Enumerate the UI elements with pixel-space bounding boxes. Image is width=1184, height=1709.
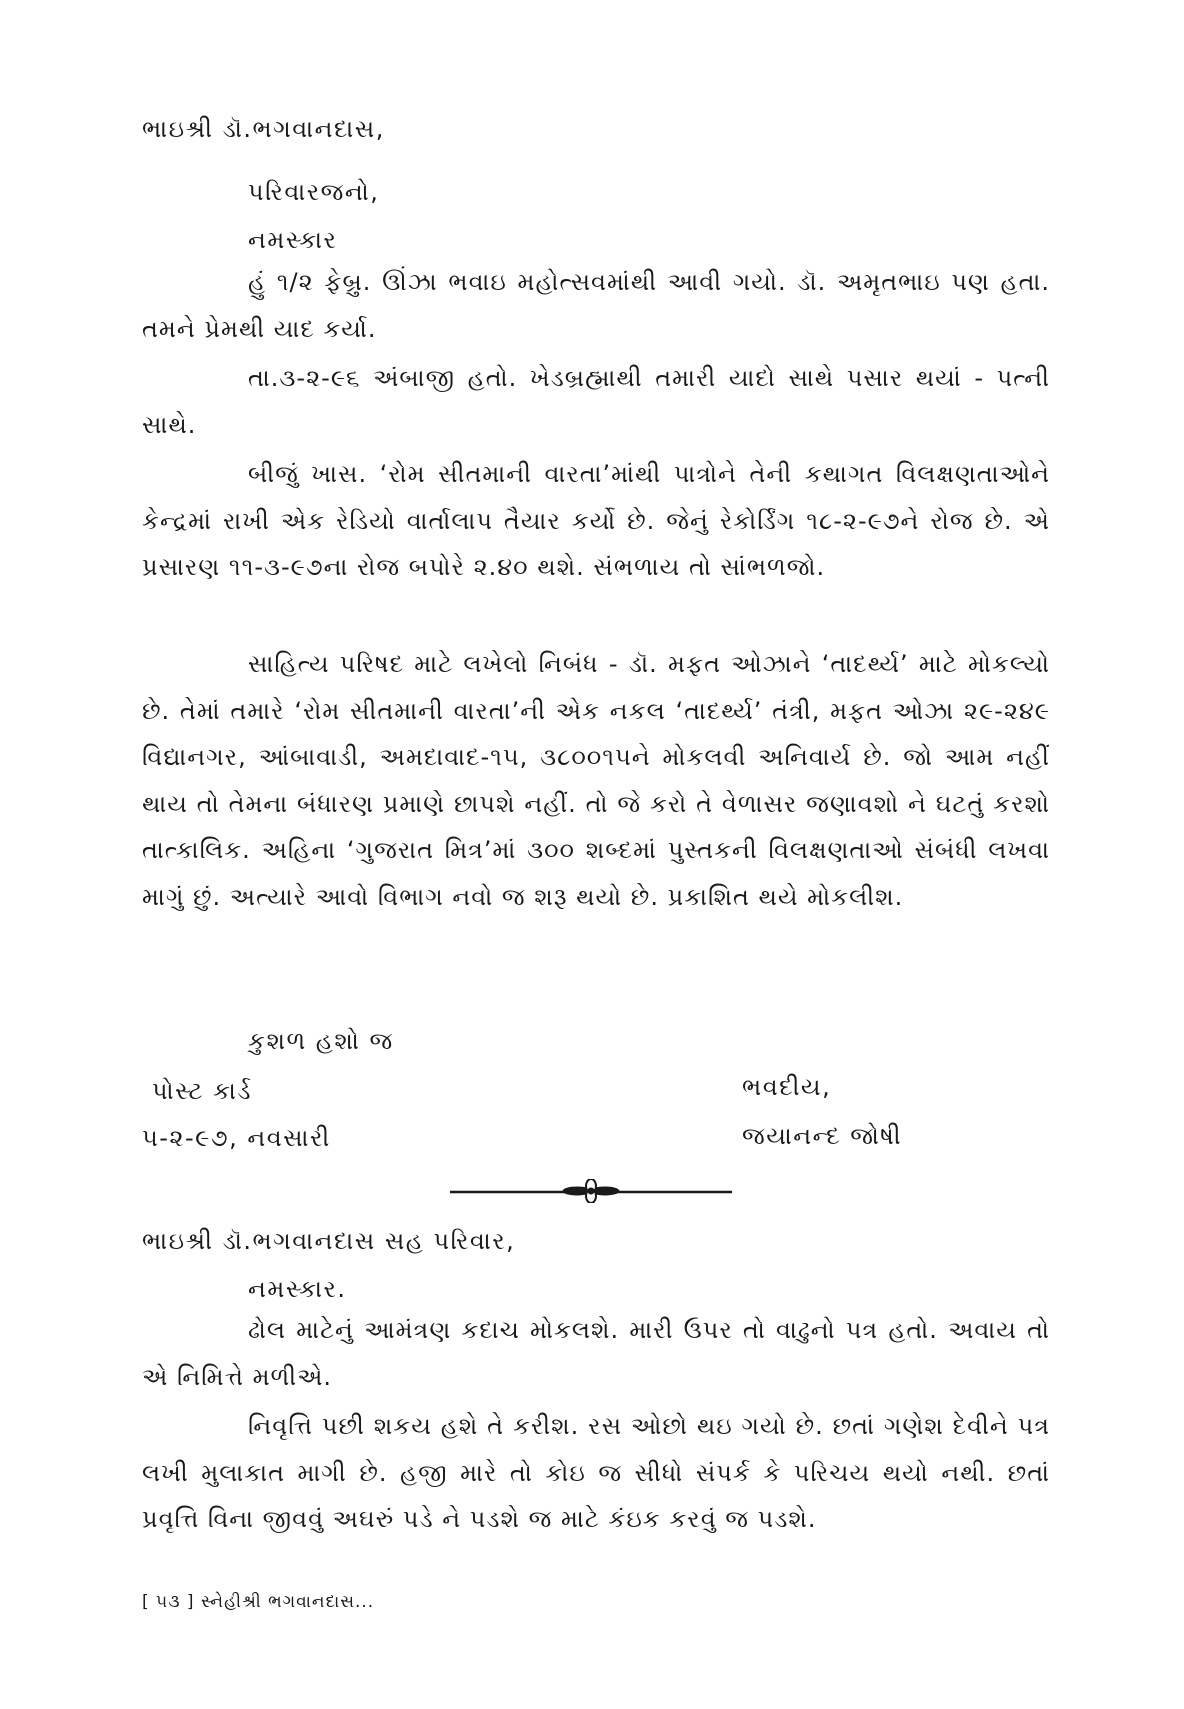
page-number: [ ૫૩ ]	[142, 1592, 195, 1612]
letter1-paragraph-4: સાહિત્ય પરિષદ માટે લખેલો નિબંધ - ડૉ. મફત ઓઝાને ‘તાદર્થ્ય’ માટે મોકલ્યો છે. તેમાં તમારે ‘રોમ સીતમાની વારતા’ની એક નકલ ‘તાદર્થ્ય’ તંત્રી, મફત ઓઝા ૨૯-૨૪૯ વિદ્યાનગર, આંબાવાડી, અમદાવાદ-૧૫, ૩૮૦૦૧૫ને મોકલવી અનિવાર્ય છે. જો આમ નહીં થાય તો તેમના બંધારણ પ્રમાણે છાપશે નહીં. તો જે કરો તે વેળાસર જણાવશો ને ઘટતું કરશો તાત્કાલિક. અહિના ‘ગુજરાત મિત્ર’માં ૩૦૦ શબ્દમાં પુસ્તકની વિલક્ષણતાઓ સંબંધી લખવા માગું છું. અત્યારે આવો વિભાગ નવો જ શરૂ થયો છે. પ્રકાશિત થયે મોકલીશ.	[142, 650, 1050, 911]
divider-ornament-icon	[450, 1179, 732, 1203]
letter2-greeting: નમસ્કાર.	[248, 1275, 347, 1303]
letter1-paragraph-3: બીજું ખાસ. ‘રોમ સીતમાની વારતા’માંથી પાત્રોને તેની કથાગત વિલક્ષણતાઓને કેન્દ્રમાં રાખી એક રેડિયો વાર્તાલાપ તૈયાર કર્યો છે. જેનું રેકોર્ડિંગ ૧૮-૨-૯૭ને રોજ છે. એ પ્રસારણ ૧૧-૩-૯૭ના રોજ બપોરે ૨.૪૦ થશે. સંભળાય તો સાંભળજો.	[142, 460, 1050, 581]
page-footer	[142, 1591, 374, 1613]
running-title: સ્નેહીશ્રી ભગવાનદાસ...	[200, 1592, 375, 1612]
letter1-paragraph-2: તા.૩-૨-૯૬ અંબાજી હતો. ખેડબ્રહ્માથી તમારી યાદો સાથે પસાર થયાં - પત્ની સાથે.	[142, 364, 1050, 439]
letter1-greeting: નમસ્કાર	[248, 226, 338, 254]
letter1-valediction: ભવદીય,	[742, 1073, 832, 1101]
section-divider	[450, 1179, 732, 1203]
letter1-closing-wish: કુશળ હશો જ	[248, 1027, 394, 1055]
postcard-label: પોસ્ટ કાર્ડ	[152, 1077, 253, 1105]
letter1-date-place: ૫-૨-૯૭, નવસારી	[142, 1124, 331, 1152]
letter2-paragraph-1: ઢોલ માટેનું આમંત્રણ કદાચ મોકલશે. મારી ઉપર તો વાઢુનો પત્ર હતો. અવાય તો એ નિમિત્તે મળીએ.	[142, 1316, 1050, 1391]
letter1-paragraph-1: હું ૧/૨ ફેબ્રુ. ઊંઝા ભવાઇ મહોત્સવમાંથી આવી ગયો. ડૉ. અમૃતભાઇ પણ હતા. તમને પ્રેમથી યાદ કર્યા.	[142, 268, 1050, 343]
letter1-salutation: ભાઇશ્રી ડૉ.ભગવાનદાસ,	[142, 115, 385, 143]
letter1-family-line: પરિવારજનો,	[248, 178, 380, 206]
letter2-salutation: ભાઇશ્રી ડૉ.ભગવાનદાસ સહ પરિવાર,	[142, 1227, 516, 1255]
letter1-signature: જયાનન્દ જોષી	[742, 1122, 903, 1150]
letter2-paragraph-2: નિવૃત્તિ પછી શકય હશે તે કરીશ. રસ ઓછો થઇ ગયો છે. છતાં ગણેશ દેવીને પત્ર લખી મુલાકાત માગી છે. હજી મારે તો કોઇ જ સીધો સંપર્ક કે પરિચય થયો નથી. છતાં પ્રવૃત્તિ વિના જીવવું અઘરું પડે ને પડશે જ માટે કંઇક કરવું જ પડશે.	[142, 1412, 1050, 1533]
